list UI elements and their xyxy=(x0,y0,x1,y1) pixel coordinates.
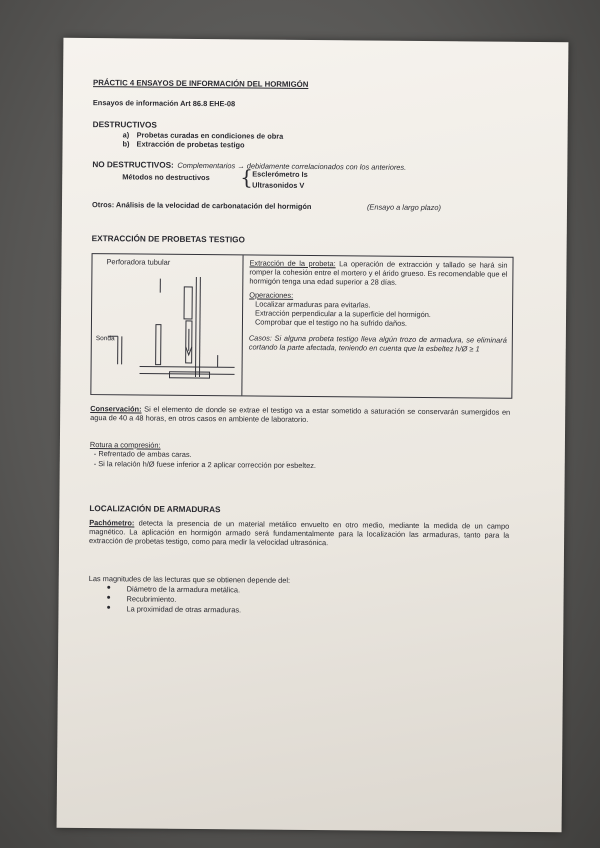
operacion-item: Comprobar que el testigo no ha sufrido daños. xyxy=(254,317,408,328)
document-page xyxy=(57,38,569,832)
destructivos-item-letter: b) xyxy=(122,139,130,149)
figure-label-side: Sonda xyxy=(95,335,115,343)
extraccion-text: La operación de extracción y tallado se hará sin romper la cohesión entre el mortero y el árido grueso. Es recomendable que el hormigón tenga una edad superior a 28 días. xyxy=(249,259,508,287)
conservacion-text: Si el elemento de donde se extrae el testigo va a estar sometido a saturación se conservarán sumergidos en agua de 40 a 48 horas, en otros casos en ambiente de laboratorio. xyxy=(90,404,511,424)
method-item: Esclerómetro Is xyxy=(252,169,308,179)
bullet-icon: ● xyxy=(106,604,111,612)
magnitudes-intro: Las magnitudes de las lecturas que se obtienen depende del: xyxy=(88,574,291,585)
table-divider xyxy=(241,255,243,395)
no-destructivos-heading: NO DESTRUCTIVOS: xyxy=(92,160,174,170)
drill-diagram xyxy=(99,268,240,391)
methods-label: Métodos no destructivos xyxy=(122,172,210,183)
method-item: Ultrasonidos V xyxy=(252,180,305,190)
conservacion-title: Conservación: xyxy=(90,404,142,414)
operacion-item: Extracción perpendicular a la superficie del hormigón. xyxy=(255,308,431,320)
extraccion-text-column xyxy=(249,258,508,353)
pachometro-text: detecta la presencia de un material metálico envuelto en otro medio, mediante la medida de un campo magnético. La aplicación en hormigón armado será fundamentalmente para la localización las armaduras, tanto para la extracción de probetas testigo, como para medir la velocidad ultrasónica. xyxy=(89,518,510,548)
destructivos-item-letter: a) xyxy=(122,130,130,140)
brace-icon: { xyxy=(240,165,254,190)
destructivos-item: Probetas curadas en condiciones de obra xyxy=(136,130,284,141)
rotura-item: - Refrentado de ambas caras. xyxy=(93,449,192,459)
magnitud-item: Diámetro de la armadura metálica. xyxy=(126,584,241,595)
extraccion-heading: EXTRACCIÓN DE PROBETAS TESTIGO xyxy=(91,234,245,245)
magnitud-item: Recubrimiento. xyxy=(126,594,177,604)
page-title: PRÁCTIC 4 ENSAYOS DE INFORMACIÓN DEL HORMIGÓN xyxy=(93,78,309,89)
otros-label: Otros: Análisis de la velocidad de carbonatación del hormigón xyxy=(91,200,312,211)
otros-note: (Ensayo a largo plazo) xyxy=(366,202,441,213)
no-destructivos-note: Complementarios → debidamente correlacionados con los anteriores. xyxy=(177,160,407,172)
destructivos-item: Extracción de probetas testigo xyxy=(136,139,245,150)
figure-label-top: Perforadora tubular xyxy=(106,257,171,267)
pachometro-title: Pachómetro: xyxy=(89,518,135,528)
page-subtitle: Ensayos de información Art 86.8 EHE-08 xyxy=(92,98,236,109)
extraccion-table xyxy=(90,253,513,399)
pachometro-block xyxy=(89,518,509,549)
rotura-title: Rotura a compresión: xyxy=(89,440,161,450)
operacion-item: Localizar armaduras para evitarlas. xyxy=(255,299,371,310)
localizacion-heading: LOCALIZACIÓN DE ARMADURAS xyxy=(89,504,221,515)
magnitud-item: La proximidad de otras armaduras. xyxy=(126,604,242,615)
destructivos-heading: DESTRUCTIVOS xyxy=(92,120,157,130)
conservacion-block xyxy=(90,404,510,426)
operaciones-title: Operaciones: xyxy=(249,290,294,300)
rotura-item: - Si la relación h/Ø fuese inferior a 2 aplicar corrección por esbeltez. xyxy=(93,459,317,471)
extraccion-title: Extracción de la probeta: xyxy=(249,258,336,269)
bullet-icon: ● xyxy=(106,584,111,592)
bullet-icon: ● xyxy=(106,594,111,602)
casos-text: Casos: Si alguna probeta testigo lleva algún trozo de armadura, se eliminará cortando la parte afectada, teniendo en cuenta que la esbeltez h/Ø ≥ 1 xyxy=(248,333,507,354)
